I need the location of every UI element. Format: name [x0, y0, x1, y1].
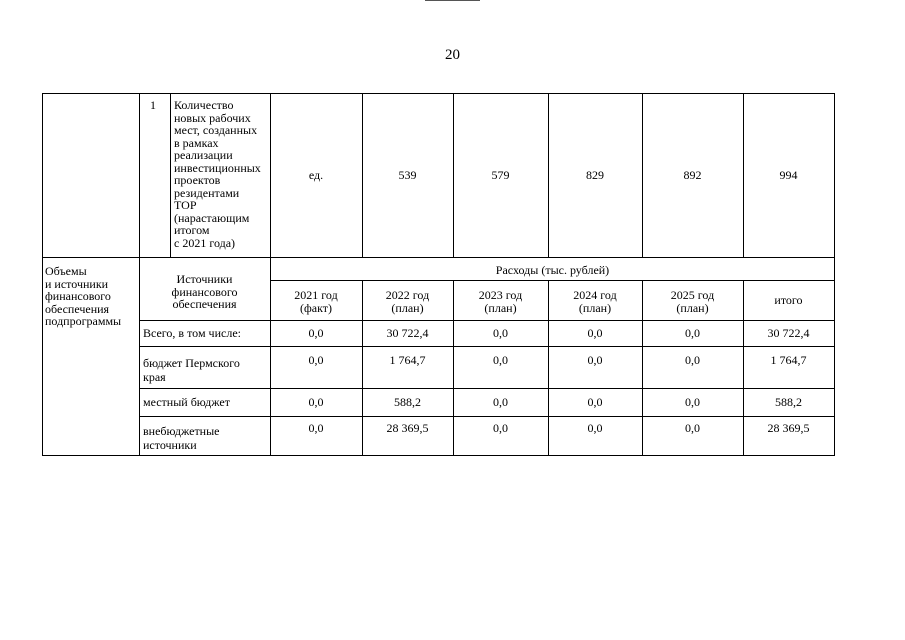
table-cell: 0,0 — [685, 395, 700, 409]
table-cell: 0,0 — [493, 353, 508, 367]
table-cell: 0,0 — [587, 353, 603, 367]
page-number: 20 — [445, 47, 460, 63]
table-cell: 1 764,7 — [389, 353, 426, 367]
year-header-2021: 2021 год (факт) — [294, 288, 338, 315]
table-cell: 1 764,7 — [770, 353, 807, 367]
table-cell: 0,0 — [308, 353, 324, 367]
indicator-value-2022: 579 — [491, 168, 510, 182]
table-cell: 0,0 — [587, 326, 603, 340]
sources-header: Источники финансового обеспечения — [171, 272, 238, 311]
year-header-2022: 2022 год (план) — [385, 288, 430, 315]
table-cell: 588,2 — [394, 395, 421, 409]
table-cell: 0,0 — [685, 421, 700, 435]
indicator-value-2025: 994 — [779, 168, 798, 182]
year-header-2025: 2025 год (план) — [670, 288, 715, 315]
table-row-source: внебюджетные источники — [143, 424, 220, 452]
table-cell: 30 722,4 — [386, 326, 429, 340]
table-cell: 0,0 — [587, 421, 603, 435]
table-cell: 0,0 — [493, 395, 508, 409]
table-cell: 0,0 — [587, 395, 603, 409]
table-cell: 0,0 — [308, 395, 324, 409]
table-cell: 28 369,5 — [767, 421, 810, 435]
indicator-value-2024: 892 — [683, 168, 702, 182]
top-rule — [425, 0, 480, 1]
table-row-source: бюджет Пермского края — [143, 356, 240, 384]
table-cell: 0,0 — [493, 326, 508, 340]
indicator-number: 1 — [150, 98, 156, 112]
table-cell: 0,0 — [685, 353, 700, 367]
year-header-2024: 2024 год (план) — [573, 288, 617, 315]
expenses-header: Расходы (тыс. рублей) — [495, 263, 610, 277]
table-cell: 0,0 — [685, 326, 700, 340]
indicator-value-2021: 539 — [398, 168, 417, 182]
indicator-value-2023: 829 — [586, 168, 604, 182]
table-cell: 0,0 — [493, 421, 508, 435]
funding-section-label: Объемы и источники финансового обеспечения подпрограммы — [45, 264, 122, 328]
table-cell: 0,0 — [308, 421, 324, 435]
table-cell: 588,2 — [775, 395, 802, 409]
table-row-source: Всего, в том числе: — [143, 326, 241, 340]
indicator-name: Количество новых рабочих мест, созданных в рамках реализации инвестиционных проектов резидентами ТОР (нарастающим итогом с 2021 года) — [174, 98, 261, 250]
table-cell: 0,0 — [308, 326, 324, 340]
table-cell: 30 722,4 — [767, 326, 810, 340]
year-header-2023: 2023 год (план) — [478, 288, 523, 315]
total-header: итого — [774, 293, 803, 307]
indicator-unit: ед. — [308, 168, 324, 182]
table-row-source: местный бюджет — [143, 395, 230, 409]
table-cell: 28 369,5 — [386, 421, 429, 435]
